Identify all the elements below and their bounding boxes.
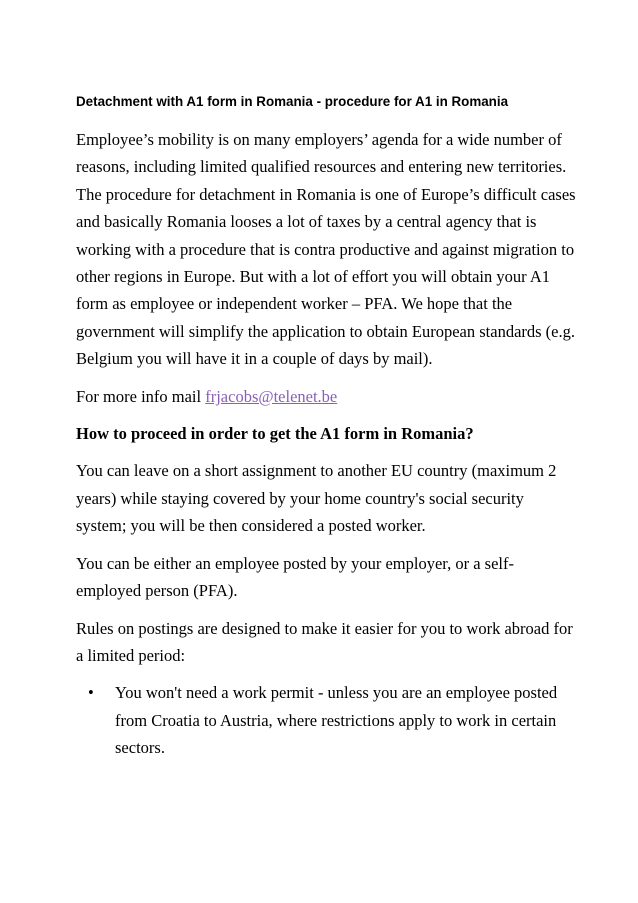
document-page	[76, 92, 576, 762]
bullet-list	[76, 679, 576, 761]
contact-line	[76, 383, 576, 410]
contact-prefix: For more info mail	[76, 386, 206, 406]
section-heading: How to proceed in order to get the A1 form in Romania?	[76, 424, 474, 444]
assignment-paragraph: You can leave on a short assignment to another EU country (maximum 2 years) while staying covered by your home country's social security system; you will be then considered a posted worker.	[76, 461, 557, 536]
bullet-icon: •	[88, 683, 94, 703]
list-item-text: You won't need a work permit - unless you are an employee posted from Croatia to Austria, where restrictions apply to work in certain sectors.	[115, 683, 558, 758]
document-title: Detachment with A1 form in Romania - procedure for A1 in Romania	[76, 94, 509, 109]
intro-paragraph: Employee’s mobility is on many employers’ agenda for a wide number of reasons, including limited qualified resources and entering new territories. The procedure for detachment in Romania is one of Europe’s difficult cases and basically Romania looses a lot of taxes by a central agency that is working with a procedure that is contra productive and against migration to other regions in Europe. But with a lot of effort you will obtain your A1 form as employee or independent worker – PFA. We hope that the government will simplify the application to obtain European standards (e.g. Belgium you will have it in a couple of days by mail).	[76, 130, 576, 369]
employee-paragraph: You can be either an employee posted by your employer, or a self-employed person (PFA).	[76, 553, 514, 601]
rules-paragraph: Rules on postings are designed to make it easier for you to work abroad for a limited period:	[76, 618, 573, 665]
email-link[interactable]: frjacobs@telenet.be	[205, 386, 338, 406]
list-item	[76, 679, 576, 761]
